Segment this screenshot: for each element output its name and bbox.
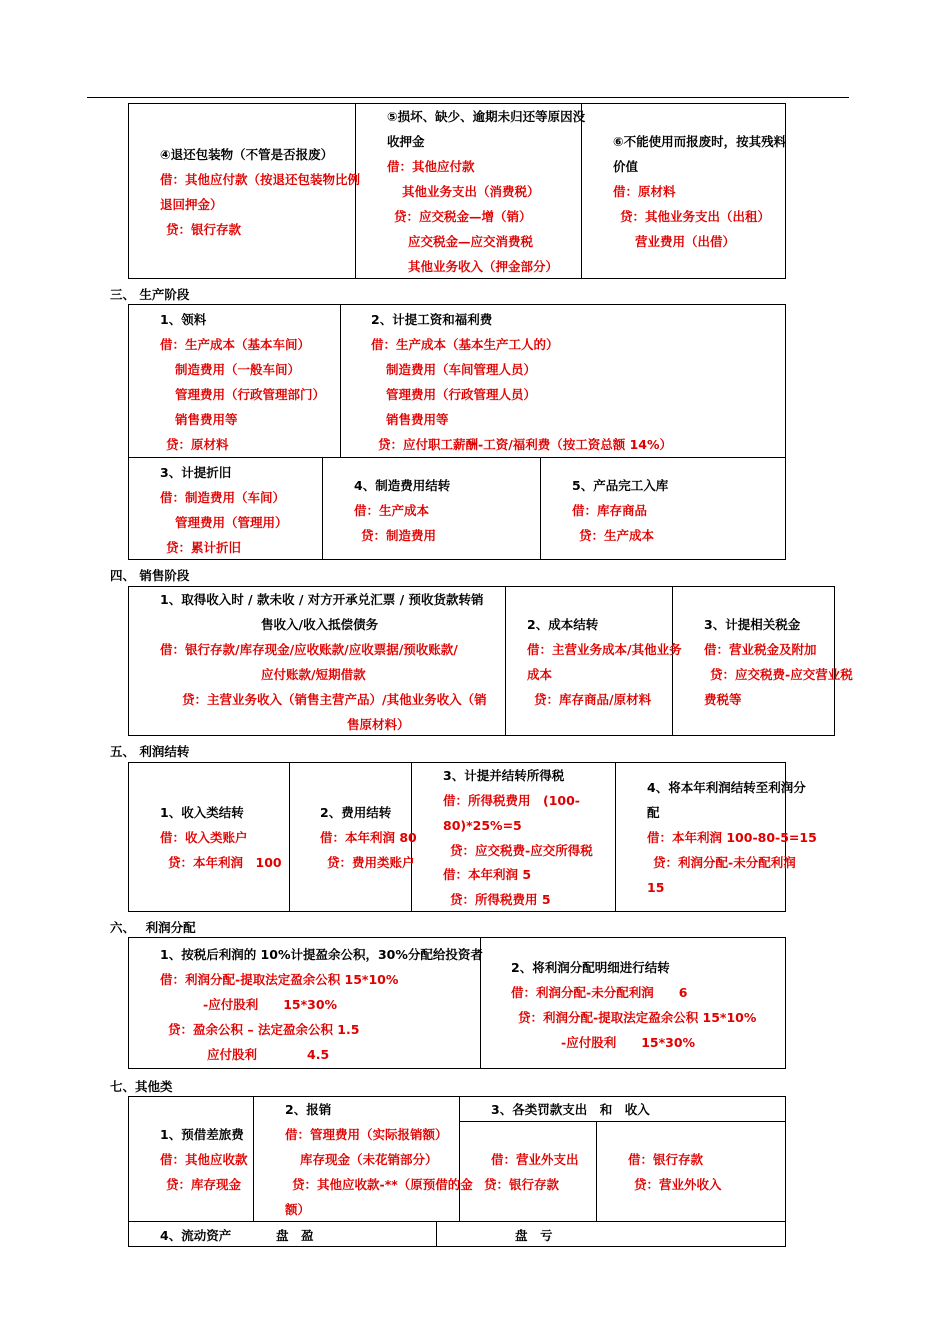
entry-line: 借：收入类账户 bbox=[160, 830, 248, 845]
table-sales bbox=[128, 586, 835, 736]
entry-line: 贷：应交税费-应交营业税 bbox=[710, 667, 853, 682]
entry-line: 贷：主营业务收入（销售主营产品）/其他业务收入（销 bbox=[182, 692, 487, 707]
entry-line: 贷：所得税费用 5 bbox=[450, 892, 551, 907]
cell-title: 2、成本结转 bbox=[527, 617, 599, 632]
section-heading: 六、 利润分配 bbox=[110, 920, 196, 935]
pan-kui-label: 盘 亏 bbox=[515, 1228, 553, 1243]
cell-title: 1、预借差旅费 bbox=[160, 1127, 244, 1142]
entry-line: 借：银行存款/库存现金/应收账款/应收票据/预收账款/ bbox=[160, 642, 458, 657]
cell-divider bbox=[289, 762, 290, 912]
entry-line: 贷：累计折旧 bbox=[166, 540, 242, 555]
pan-ying-label: 盘 盈 bbox=[276, 1228, 314, 1243]
entry-line: 应交税金—应交消费税 bbox=[408, 234, 534, 249]
entry-line: 其他业务收入（押金部分） bbox=[408, 259, 559, 274]
entry-line: 借：本年利润 80 bbox=[320, 830, 417, 845]
row-divider bbox=[459, 1121, 786, 1122]
entry-line: 制造费用（一般车间） bbox=[175, 362, 301, 377]
entry-line: -应付股利 15*30% bbox=[203, 997, 338, 1012]
cell-divider bbox=[540, 457, 541, 560]
entry-line: 借：银行存款 bbox=[628, 1152, 704, 1167]
cell-title: 3、计提并结转所得税 bbox=[443, 768, 565, 783]
cell-title: 1、收入类结转 bbox=[160, 805, 244, 820]
entry-line: 贷：银行存款 bbox=[166, 222, 242, 237]
entry-line: 其他业务支出（消费税） bbox=[402, 184, 540, 199]
entry-line: 销售费用等 bbox=[386, 412, 449, 427]
entry-line: 贷：营业外收入 bbox=[634, 1177, 722, 1192]
entry-line: 借：生产成本（基本车间） bbox=[160, 337, 311, 352]
entry-line: 15 bbox=[647, 880, 665, 895]
section-heading: 五、 利润结转 bbox=[110, 744, 190, 759]
entry-line: 借：营业税金及附加 bbox=[704, 642, 817, 657]
entry-line: 贷：应交税费-应交所得税 bbox=[450, 843, 593, 858]
cell-divider bbox=[253, 1096, 254, 1221]
cell-title: 3、各类罚款支出 和 收入 bbox=[491, 1102, 650, 1117]
entry-line: 贷：原材料 bbox=[166, 437, 229, 452]
entry-line: 借：营业外支出 bbox=[491, 1152, 579, 1167]
cell-title: 5、产品完工入库 bbox=[572, 478, 669, 493]
cell-divider bbox=[355, 103, 356, 279]
section-heading: 四、 销售阶段 bbox=[110, 568, 190, 583]
entry-line: 借：生产成本（基本生产工人的） bbox=[371, 337, 559, 352]
cell-title: 3、计提相关税金 bbox=[704, 617, 801, 632]
entry-line: 管理费用（行政管理部门） bbox=[175, 387, 326, 402]
entry-line: 贷：利润分配-未分配利润 bbox=[653, 855, 796, 870]
cell-divider bbox=[340, 304, 341, 457]
cell-title: 价值 bbox=[613, 159, 639, 174]
entry-line: 借：利润分配-提取法定盈余公积 15*10% bbox=[160, 972, 399, 987]
entry-line: 借：库存商品 bbox=[572, 503, 648, 518]
cell-divider bbox=[436, 1221, 437, 1247]
entry-line: 借：利润分配-未分配利润 6 bbox=[511, 985, 688, 1000]
entry-line: 贷：应交税金—增（销） bbox=[394, 209, 532, 224]
cell-divider bbox=[459, 1096, 460, 1221]
entry-line: 贷：库存现金 bbox=[166, 1177, 242, 1192]
entry-line: 售原材料） bbox=[347, 717, 410, 732]
cell-title: 4、将本年利润结转至利润分 bbox=[647, 780, 806, 795]
cell-title: 2、计提工资和福利费 bbox=[371, 312, 493, 327]
entry-line: 管理费用（行政管理人员） bbox=[386, 387, 537, 402]
entry-line: 贷：应付职工薪酬-工资/福利费（按工资总额 14%） bbox=[378, 437, 673, 452]
entry-line: 贷：其他应收款-**（原预借的金 bbox=[292, 1177, 473, 1192]
entry-line: 贷：盈余公积 – 法定盈余公积 1.5 bbox=[168, 1022, 360, 1037]
cell-divider bbox=[581, 103, 582, 279]
entry-line: 应付账款/短期借款 bbox=[261, 667, 366, 682]
cell-title: ⑤损坏、缺少、逾期未归还等原因没 bbox=[387, 109, 586, 124]
cell-title: 1、按税后利润的 10%计提盈余公积，30%分配给投资者 bbox=[160, 947, 483, 962]
cell-divider bbox=[596, 1121, 597, 1221]
cell-title: 2、将利润分配明细进行结转 bbox=[511, 960, 670, 975]
entry-line: 借：本年利润 100-80-5=15 bbox=[647, 830, 817, 845]
entry-line: 成本 bbox=[527, 667, 553, 682]
table-other bbox=[128, 1096, 786, 1247]
entry-line: 借：主营业务成本/其他业务 bbox=[527, 642, 682, 657]
cell-divider bbox=[505, 586, 506, 736]
entry-line: 制造费用（车间管理人员） bbox=[386, 362, 537, 377]
row-divider bbox=[128, 1221, 786, 1222]
cell-title: 配 bbox=[647, 805, 660, 820]
entry-line: 借：其他应付款（按退还包装物比例 bbox=[160, 172, 361, 187]
entry-line: 借：所得税费用 (100- bbox=[443, 793, 580, 808]
cell-title: 2、费用结转 bbox=[320, 805, 392, 820]
entry-line: 80)*25%=5 bbox=[443, 818, 522, 833]
entry-line: 借：管理费用（实际报销额） bbox=[285, 1127, 448, 1142]
entry-line: 额） bbox=[285, 1202, 311, 1217]
cell-title: 3、计提折旧 bbox=[160, 465, 232, 480]
entry-line: 贷：制造费用 bbox=[361, 528, 437, 543]
entry-line: 销售费用等 bbox=[175, 412, 238, 427]
entry-line: 借：生产成本 bbox=[354, 503, 430, 518]
entry-line: 营业费用（出借） bbox=[635, 234, 736, 249]
entry-line: 贷：本年利润 100 bbox=[168, 855, 282, 870]
row-divider bbox=[128, 457, 786, 458]
entry-line: 库存现金（未花销部分） bbox=[300, 1152, 438, 1167]
entry-line: 贷：费用类账户 bbox=[327, 855, 415, 870]
entry-line: 退回押金） bbox=[160, 197, 223, 212]
cell-divider bbox=[672, 586, 673, 736]
entry-line: 借：原材料 bbox=[613, 184, 676, 199]
entry-line: 贷：银行存款 bbox=[484, 1177, 560, 1192]
cell-title: 2、报销 bbox=[285, 1102, 332, 1117]
header-rule bbox=[87, 97, 849, 98]
entry-line: -应付股利 15*30% bbox=[561, 1035, 696, 1050]
cell-title: 收押金 bbox=[387, 134, 425, 149]
cell-title: 4、制造费用结转 bbox=[354, 478, 451, 493]
cell-title: 1、领料 bbox=[160, 312, 207, 327]
cell-divider bbox=[615, 762, 616, 912]
entry-line: 应付股利 4.5 bbox=[207, 1047, 330, 1062]
cell-title: ④退还包装物（不管是否报废） bbox=[160, 147, 334, 162]
entry-line: 借：本年利润 5 bbox=[443, 867, 532, 882]
cell-title: 1、取得收入时 / 款未收 / 对方开承兑汇票 / 预收货款转销 bbox=[160, 592, 484, 607]
entry-line: 借：其他应收款 bbox=[160, 1152, 248, 1167]
cell-title: ⑥不能使用而报废时，按其残料 bbox=[613, 134, 787, 149]
section-heading: 七、其他类 bbox=[110, 1079, 173, 1094]
cell-title: 售收入/收入抵偿债务 bbox=[261, 617, 379, 632]
entry-line: 借：制造费用（车间） bbox=[160, 490, 286, 505]
entry-line: 管理费用（管理用） bbox=[175, 515, 288, 530]
section-heading: 三、 生产阶段 bbox=[110, 287, 190, 302]
entry-line: 费税等 bbox=[704, 692, 742, 707]
entry-line: 贷：库存商品/原材料 bbox=[534, 692, 652, 707]
entry-line: 贷：其他业务支出（出租） bbox=[620, 209, 771, 224]
cell-title: 4、流动资产 bbox=[160, 1228, 232, 1243]
entry-line: 借：其他应付款 bbox=[387, 159, 475, 174]
entry-line: 贷：生产成本 bbox=[579, 528, 655, 543]
entry-line: 贷：利润分配-提取法定盈余公积 15*10% bbox=[518, 1010, 757, 1025]
cell-divider bbox=[322, 457, 323, 560]
